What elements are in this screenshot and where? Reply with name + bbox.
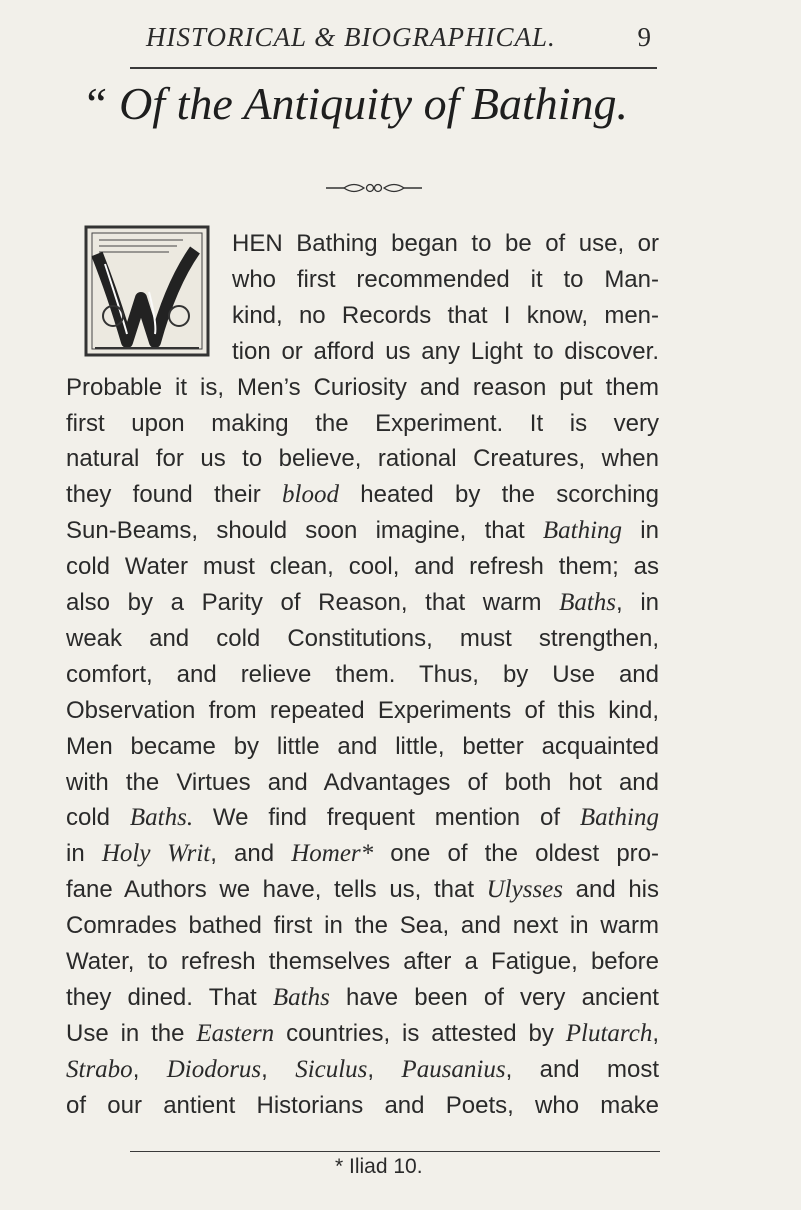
text-line [66,622,659,656]
italic-segment: Plutarch [565,1019,653,1047]
header-rule [130,67,657,69]
decorated-initial-w [83,224,211,358]
text-segment: in [622,517,659,545]
text-segment: We find frequent mention of [193,804,580,832]
text-segment: , [132,1055,167,1083]
text-segment: weak and cold Constitutions, must strengthen, [66,624,659,652]
text-segment: , and [210,840,292,868]
text-segment: of our antient Historians and Poets, who make [66,1091,659,1119]
text-line [66,442,659,476]
text-line [66,694,659,728]
text-segment: tion or afford us any Light to discover. [232,337,659,365]
text-segment: cold [66,804,130,832]
text-segment: Observation from repeated Experiments of this kind, [66,696,659,724]
text-segment: , and most [505,1055,660,1083]
text-line [232,227,659,261]
text-segment: Probable it is, Men’s Curiosity and reason put them [66,373,659,401]
italic-segment: Siculus [295,1055,368,1083]
text-segment: Comrades bathed first in the Sea, and next in warm [66,912,659,940]
chapter-title: “ Of the Antiquity of Bathing. [82,78,629,129]
text-segment: have been of very ancient [329,983,659,1011]
running-title: HISTORICAL & BIOGRAPHICAL. [146,22,556,52]
text-line [66,1089,659,1123]
footnote-rule [130,1151,660,1152]
text-segment: , in [616,589,660,616]
text-segment: and his [563,876,659,904]
page-number: 9 [637,22,652,52]
text-segment: one of the oldest pro- [373,840,660,868]
text-line [66,873,659,907]
text-segment: kind, no Records that I know, men- [232,301,659,329]
italic-segment: Homer* [291,840,374,868]
italic-segment: Eastern [196,1019,275,1047]
italic-segment: blood [282,481,339,509]
footnote: * Iliad 10. [335,1155,423,1178]
text-segment: heated by the scorching [338,481,659,509]
text-line [66,1053,659,1087]
italic-segment: Baths. [129,804,194,832]
text-segment: also by a Parity of Reason, that warm [66,589,560,616]
text-segment: they dined. That [66,983,273,1011]
italic-segment: Bathing [579,804,660,832]
text-segment: first upon making the Experiment. It is very [66,409,659,437]
italic-segment: Strabo [66,1055,133,1083]
text-line [66,837,659,871]
text-segment: fane Authors we have, tells us, that [66,876,487,904]
text-segment: with the Virtues and Advantages of both hot and [66,768,659,796]
text-line [66,658,659,692]
text-line [66,478,659,512]
text-segment: in [66,840,102,868]
text-segment: Sun-Beams, should soon imagine, that [66,517,543,545]
text-segment: cold Water must clean, cool, and refresh them; as [66,553,659,581]
text-line [66,586,659,620]
italic-segment: Baths [272,983,330,1011]
text-line [66,730,659,764]
text-line [232,335,659,369]
italic-segment: Diodorus [166,1055,262,1083]
text-line [66,1017,659,1051]
text-segment: Men became by little and little, better acquainted [66,732,659,760]
text-segment: , [652,1019,659,1047]
text-segment: Water, to refresh themselves after a Fatigue, before [66,948,659,975]
text-segment: they found their [66,481,283,509]
italic-segment: Holy Writ [101,840,211,868]
text-segment: , [261,1055,296,1083]
text-segment: countries, is attested by [274,1019,566,1047]
text-segment: , [367,1055,402,1083]
text-line [66,407,659,441]
italic-segment: Bathing [542,517,623,545]
text-segment: who first recommended it to Man- [232,265,659,293]
text-segment: Use in the [66,1019,197,1047]
ornament-divider [326,180,422,196]
text-line [66,909,659,943]
text-line [66,801,659,835]
italic-segment: Baths [559,589,617,616]
text-line [66,514,659,548]
text-line [232,263,659,297]
italic-segment: Pausanius [401,1055,506,1083]
text-segment: HEN Bathing began to be of use, or [232,230,659,257]
text-line [66,981,659,1015]
text-segment: natural for us to believe, rational Creatures, when [66,445,659,473]
text-line [232,299,659,333]
text-line [66,550,659,584]
text-line [66,766,659,800]
text-segment: comfort, and relieve them. Thus, by Use and [66,660,659,688]
italic-segment: Ulysses [486,876,564,904]
text-line [66,945,659,979]
text-line [66,371,659,405]
